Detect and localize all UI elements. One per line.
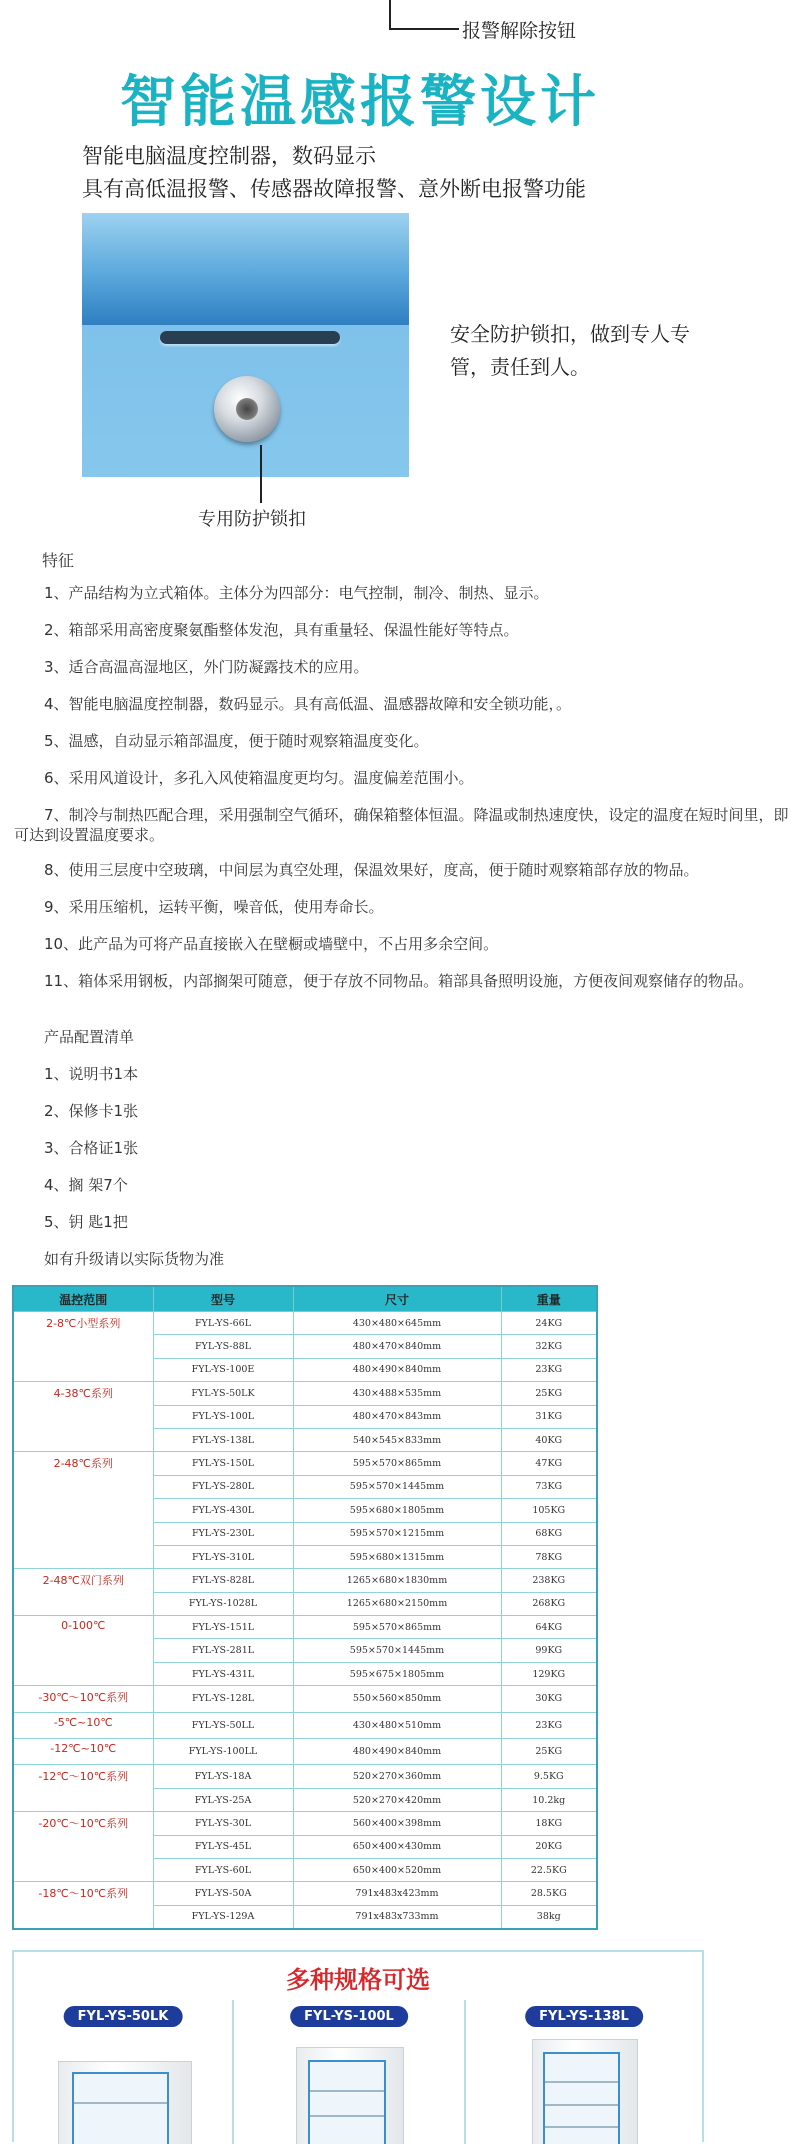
size-cell: 595×570×865mm	[293, 1452, 501, 1475]
range-cell: 0-100℃	[13, 1616, 153, 1686]
subtitle-line-2: 具有高低温报警、传感器故障报警、意外断电报警功能	[82, 177, 586, 201]
weight-cell: 32KG	[501, 1335, 597, 1358]
range-cell: 2-48℃系列	[13, 1452, 153, 1569]
variant-card	[14, 2000, 232, 2144]
model-cell: FYL-YS-230L	[153, 1522, 293, 1545]
fridge-image	[296, 2047, 404, 2144]
model-cell: FYL-YS-45L	[153, 1835, 293, 1858]
feature-item: 3、适合高温高湿地区，外门防凝露技术的应用。	[44, 658, 369, 676]
config-note: 如有升级请以实际货物为准	[44, 1250, 225, 1268]
size-cell: 1265×680×1830mm	[293, 1569, 501, 1592]
size-cell: 520×270×360mm	[293, 1765, 501, 1788]
weight-cell: 24KG	[501, 1312, 597, 1335]
variant-label: FYL-YS-138L	[525, 2006, 643, 2027]
lock-pointer-line	[260, 445, 262, 503]
model-cell: FYL-YS-100LL	[153, 1739, 293, 1765]
header-size: 尺寸	[293, 1286, 501, 1312]
weight-cell: 31KG	[501, 1405, 597, 1428]
weight-cell: 238KG	[501, 1569, 597, 1592]
table-row	[13, 1812, 597, 1835]
size-cell: 430×488×535mm	[293, 1382, 501, 1405]
spec-table	[12, 1285, 598, 1930]
fridge-door	[72, 2072, 168, 2144]
fridge-door	[308, 2060, 386, 2144]
table-row	[13, 1882, 597, 1905]
keyhole-icon	[236, 398, 258, 420]
header-range: 温控范围	[13, 1286, 153, 1312]
weight-cell: 73KG	[501, 1475, 597, 1498]
model-cell: FYL-YS-138L	[153, 1428, 293, 1451]
lock-photo	[82, 213, 409, 477]
size-cell: 595×680×1315mm	[293, 1545, 501, 1568]
weight-cell: 18KG	[501, 1812, 597, 1835]
weight-cell: 25KG	[501, 1739, 597, 1765]
config-item: 1、说明书1本	[44, 1065, 139, 1083]
weight-cell: 30KG	[501, 1686, 597, 1712]
features-title: 特征	[42, 551, 75, 570]
model-cell: FYL-YS-431L	[153, 1662, 293, 1685]
size-cell: 480×490×840mm	[293, 1739, 501, 1765]
range-cell: -20℃～10℃系列	[13, 1812, 153, 1882]
photo-top-band	[82, 213, 409, 325]
variants-panel	[12, 1950, 704, 2142]
model-cell: FYL-YS-18A	[153, 1765, 293, 1788]
feature-item: 4、智能电脑温度控制器，数码显示。具有高低温、温感器故障和安全锁功能，。	[44, 695, 572, 713]
weight-cell: 68KG	[501, 1522, 597, 1545]
fridge-image	[58, 2061, 192, 2144]
fridge-door	[543, 2052, 620, 2144]
header-model: 型号	[153, 1286, 293, 1312]
alarm-release-callout: 报警解除按钮	[462, 20, 577, 42]
model-cell: FYL-YS-60L	[153, 1858, 293, 1881]
table-row	[13, 1616, 597, 1639]
weight-cell: 129KG	[501, 1662, 597, 1685]
variant-card	[234, 2000, 464, 2144]
size-cell: 595×570×1445mm	[293, 1639, 501, 1662]
weight-cell: 268KG	[501, 1592, 597, 1615]
config-title: 产品配置清单	[44, 1028, 135, 1046]
feature-item: 7、制冷与制热匹配合理，采用强制空气循环，确保箱整体恒温。降温或制热速度快，设定的温度在短时间里，即可达到设置温度要求。	[14, 806, 789, 844]
size-cell: 430×480×645mm	[293, 1312, 501, 1335]
feature-item: 11、箱体采用钢板，内部搁架可随意，便于存放不同物品。箱部具备照明设施，方便夜间观察储存的物品。	[44, 972, 754, 990]
table-row	[13, 1739, 597, 1765]
size-cell: 595×675×1805mm	[293, 1662, 501, 1685]
feature-item: 6、采用风道设计，多孔入风使箱温度更均匀。温度偏差范围小。	[44, 769, 474, 787]
model-cell: FYL-YS-128L	[153, 1686, 293, 1712]
model-cell: FYL-YS-1028L	[153, 1592, 293, 1615]
weight-cell: 23KG	[501, 1712, 597, 1738]
variant-card	[466, 2000, 702, 2144]
range-cell: -12℃～10℃系列	[13, 1765, 153, 1812]
table-row	[13, 1765, 597, 1788]
table-row	[13, 1382, 597, 1405]
header-weight: 重量	[501, 1286, 597, 1312]
weight-cell: 78KG	[501, 1545, 597, 1568]
range-cell: 2-8℃小型系列	[13, 1312, 153, 1382]
model-cell: FYL-YS-50LK	[153, 1382, 293, 1405]
weight-cell: 10.2kg	[501, 1788, 597, 1811]
model-cell: FYL-YS-310L	[153, 1545, 293, 1568]
config-item: 5、钥 匙1把	[44, 1213, 128, 1231]
size-cell: 550×560×850mm	[293, 1686, 501, 1712]
model-cell: FYL-YS-25A	[153, 1788, 293, 1811]
size-cell: 1265×680×2150mm	[293, 1592, 501, 1615]
table-row	[13, 1312, 597, 1335]
model-cell: FYL-YS-100E	[153, 1358, 293, 1381]
range-cell: 2-48℃双门系列	[13, 1569, 153, 1616]
size-cell: 595×680×1805mm	[293, 1499, 501, 1522]
feature-item: 2、箱部采用高密度聚氨酯整体发泡，具有重量轻、保温性能好等特点。	[44, 621, 519, 639]
model-cell: FYL-YS-129A	[153, 1905, 293, 1929]
range-cell: -12℃~10℃	[13, 1739, 153, 1765]
weight-cell: 105KG	[501, 1499, 597, 1522]
size-cell: 595×570×865mm	[293, 1616, 501, 1639]
fridge-image	[532, 2039, 638, 2144]
model-cell: FYL-YS-66L	[153, 1312, 293, 1335]
feature-item: 10、此产品为可将产品直接嵌入在壁橱或墙壁中，不占用多余空间。	[44, 935, 499, 953]
size-cell: 650×400×430mm	[293, 1835, 501, 1858]
callout-line	[389, 28, 459, 30]
lock-icon	[214, 376, 280, 442]
model-cell: FYL-YS-100L	[153, 1405, 293, 1428]
weight-cell: 28.5KG	[501, 1882, 597, 1905]
weight-cell: 20KG	[501, 1835, 597, 1858]
size-cell: 540×545×833mm	[293, 1428, 501, 1451]
size-cell: 520×270×420mm	[293, 1788, 501, 1811]
subtitle-line-1: 智能电脑温度控制器，数码显示	[82, 144, 376, 168]
weight-cell: 40KG	[501, 1428, 597, 1451]
main-title: 智能温感报警设计	[120, 70, 600, 135]
table-row	[13, 1569, 597, 1592]
feature-item: 5、温感，自动显示箱部温度，便于随时观察箱温度变化。	[44, 732, 429, 750]
size-cell: 791x483x423mm	[293, 1882, 501, 1905]
weight-cell: 9.5KG	[501, 1765, 597, 1788]
table-row	[13, 1452, 597, 1475]
config-item: 2、保修卡1张	[44, 1102, 139, 1120]
variant-label: FYL-YS-100L	[290, 2006, 408, 2027]
model-cell: FYL-YS-88L	[153, 1335, 293, 1358]
weight-cell: 99KG	[501, 1639, 597, 1662]
size-cell: 480×470×843mm	[293, 1405, 501, 1428]
model-cell: FYL-YS-50A	[153, 1882, 293, 1905]
model-cell: FYL-YS-281L	[153, 1639, 293, 1662]
variant-label: FYL-YS-50LK	[64, 2006, 183, 2027]
range-cell: 4-38℃系列	[13, 1382, 153, 1452]
range-cell: -18℃～10℃系列	[13, 1882, 153, 1929]
size-cell: 430×480×510mm	[293, 1712, 501, 1738]
weight-cell: 47KG	[501, 1452, 597, 1475]
feature-item: 1、产品结构为立式箱体。主体分为四部分：电气控制，制冷、制热、显示。	[44, 584, 549, 602]
model-cell: FYL-YS-430L	[153, 1499, 293, 1522]
weight-cell: 22.5KG	[501, 1858, 597, 1881]
model-cell: FYL-YS-150L	[153, 1452, 293, 1475]
range-cell: -5℃~10℃	[13, 1712, 153, 1738]
weight-cell: 23KG	[501, 1358, 597, 1381]
callout-line	[389, 0, 391, 30]
spec-table-header	[13, 1286, 597, 1312]
side-caption: 安全防护锁扣，做到专人专管，责任到人。	[450, 322, 690, 379]
config-item: 4、搁 架7个	[44, 1176, 128, 1194]
model-cell: FYL-YS-50LL	[153, 1712, 293, 1738]
model-cell: FYL-YS-151L	[153, 1616, 293, 1639]
table-row	[13, 1712, 597, 1738]
range-cell: -30℃～10℃系列	[13, 1686, 153, 1712]
size-cell: 791x483x733mm	[293, 1905, 501, 1929]
feature-item: 9、采用压缩机，运转平衡，噪音低，使用寿命长。	[44, 898, 384, 916]
feature-item: 8、使用三层度中空玻璃，中间层为真空处理，保温效果好，度高，便于随时观察箱部存放的物品。	[44, 861, 699, 879]
size-cell: 480×490×840mm	[293, 1358, 501, 1381]
variants-title: 多种规格可选	[286, 1966, 430, 1994]
model-cell: FYL-YS-30L	[153, 1812, 293, 1835]
size-cell: 560×400×398mm	[293, 1812, 501, 1835]
model-cell: FYL-YS-828L	[153, 1569, 293, 1592]
size-cell: 595×570×1445mm	[293, 1475, 501, 1498]
weight-cell: 38kg	[501, 1905, 597, 1929]
size-cell: 595×570×1215mm	[293, 1522, 501, 1545]
config-item: 3、合格证1张	[44, 1139, 139, 1157]
weight-cell: 25KG	[501, 1382, 597, 1405]
weight-cell: 64KG	[501, 1616, 597, 1639]
size-cell: 650×400×520mm	[293, 1858, 501, 1881]
handle-slot	[160, 331, 340, 344]
size-cell: 480×470×840mm	[293, 1335, 501, 1358]
model-cell: FYL-YS-280L	[153, 1475, 293, 1498]
lock-caption: 专用防护锁扣	[198, 509, 306, 530]
table-row	[13, 1686, 597, 1712]
